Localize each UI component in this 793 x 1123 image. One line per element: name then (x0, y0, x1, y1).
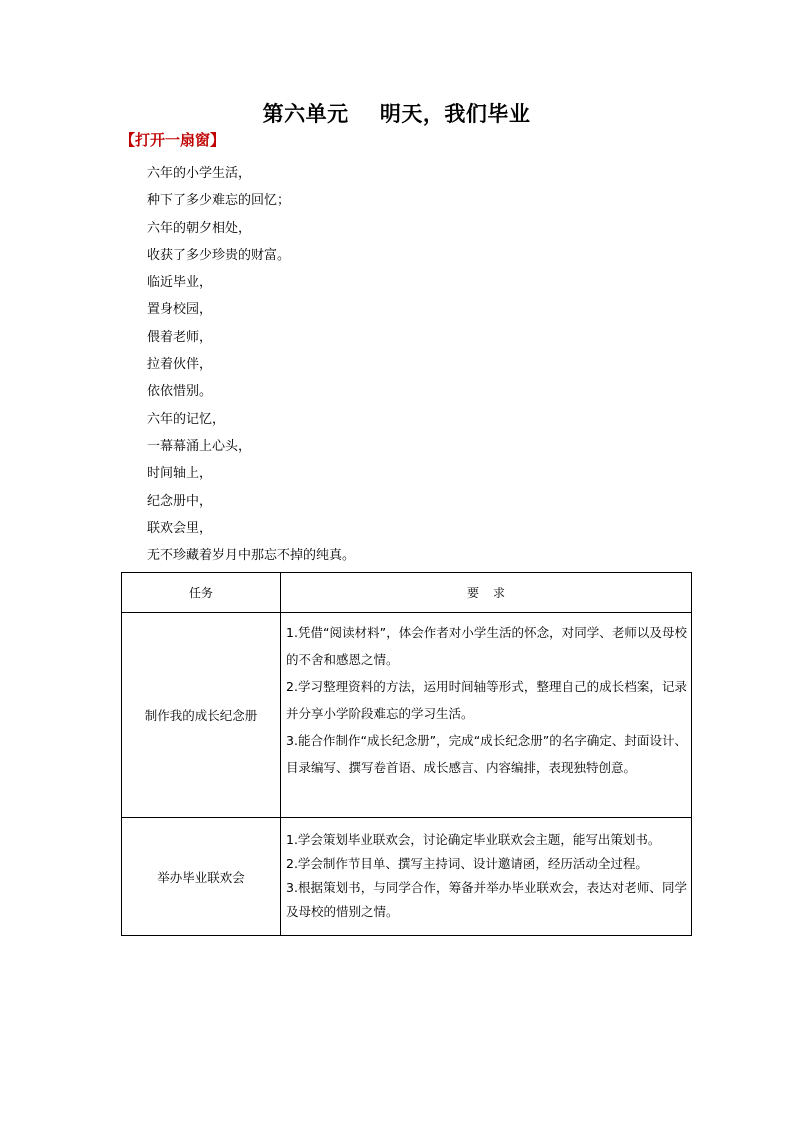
requirements-cell (281, 818, 692, 936)
page-title: 第六单元 明天，我们毕业 (262, 101, 531, 126)
poem-line: 收获了多少珍贵的财富。 (147, 247, 291, 263)
task-table (121, 572, 692, 936)
header-requirements: 要求 (281, 573, 692, 613)
poem-line: 六年的小学生活， (147, 166, 252, 181)
table-header-row (122, 573, 692, 613)
poem-line: 纪念册中， (147, 493, 213, 509)
table-row (122, 613, 692, 818)
requirement-item: 1.学会策划毕业联欢会，讨论确定毕业联欢会主题，能写出策划书。 (286, 832, 661, 847)
poem-line: 六年的记忆， (147, 411, 226, 427)
requirement-item: 3.根据策划书，与同学合作，筹备并举办毕业联欢会，表达对老师、同学及母校的惜别之情。 (286, 880, 687, 919)
requirements-list (286, 613, 687, 781)
task-name-cell: 举办毕业联欢会 (122, 818, 281, 936)
poem-line: 无不珍藏着岁月中那忘不掉的纯真。 (147, 548, 356, 564)
poem-line: 置身校园， (147, 302, 213, 318)
requirement-item: 1.凭借“阅读材料”，体会作者对小学生活的怀念，对同学、老师以及母校的不舍和感恩之情。 (286, 625, 687, 667)
requirement-item: 2.学习整理资料的方法，运用时间轴等形式，整理自己的成长档案，记录并分享小学阶段难忘的学习生活。 (286, 679, 687, 721)
poem-line: 拉着伙伴， (147, 357, 213, 373)
table-row (122, 818, 692, 936)
poem (147, 160, 355, 569)
section-heading: 【打开一扇窗】 (120, 131, 226, 149)
poem-line: 种下了多少难忘的回忆； (147, 193, 291, 209)
header-task: 任务 (122, 573, 281, 613)
poem-line: 联欢会里， (147, 520, 213, 536)
poem-line: 临近毕业， (147, 275, 213, 291)
task-name-cell: 制作我的成长纪念册 (122, 613, 281, 818)
requirements-cell (281, 613, 692, 818)
poem-line: 时间轴上， (147, 466, 213, 482)
poem-line: 偎着老师， (147, 329, 213, 345)
requirement-item: 2.学会制作节目单、撰写主持词、设计邀请函，经历活动全过程。 (286, 856, 648, 871)
poem-line: 依依惜别。 (147, 384, 213, 400)
poem-line: 一幕幕涌上心头， (147, 438, 252, 454)
requirements-list (286, 818, 687, 924)
requirement-item: 3.能合作制作“成长纪念册”，完成“成长纪念册”的名字确定、封面设计、目录编写、撰写卷首语、成长感言、内容编排，表现独特创意。 (286, 733, 687, 775)
poem-line: 六年的朝夕相处， (147, 220, 252, 236)
